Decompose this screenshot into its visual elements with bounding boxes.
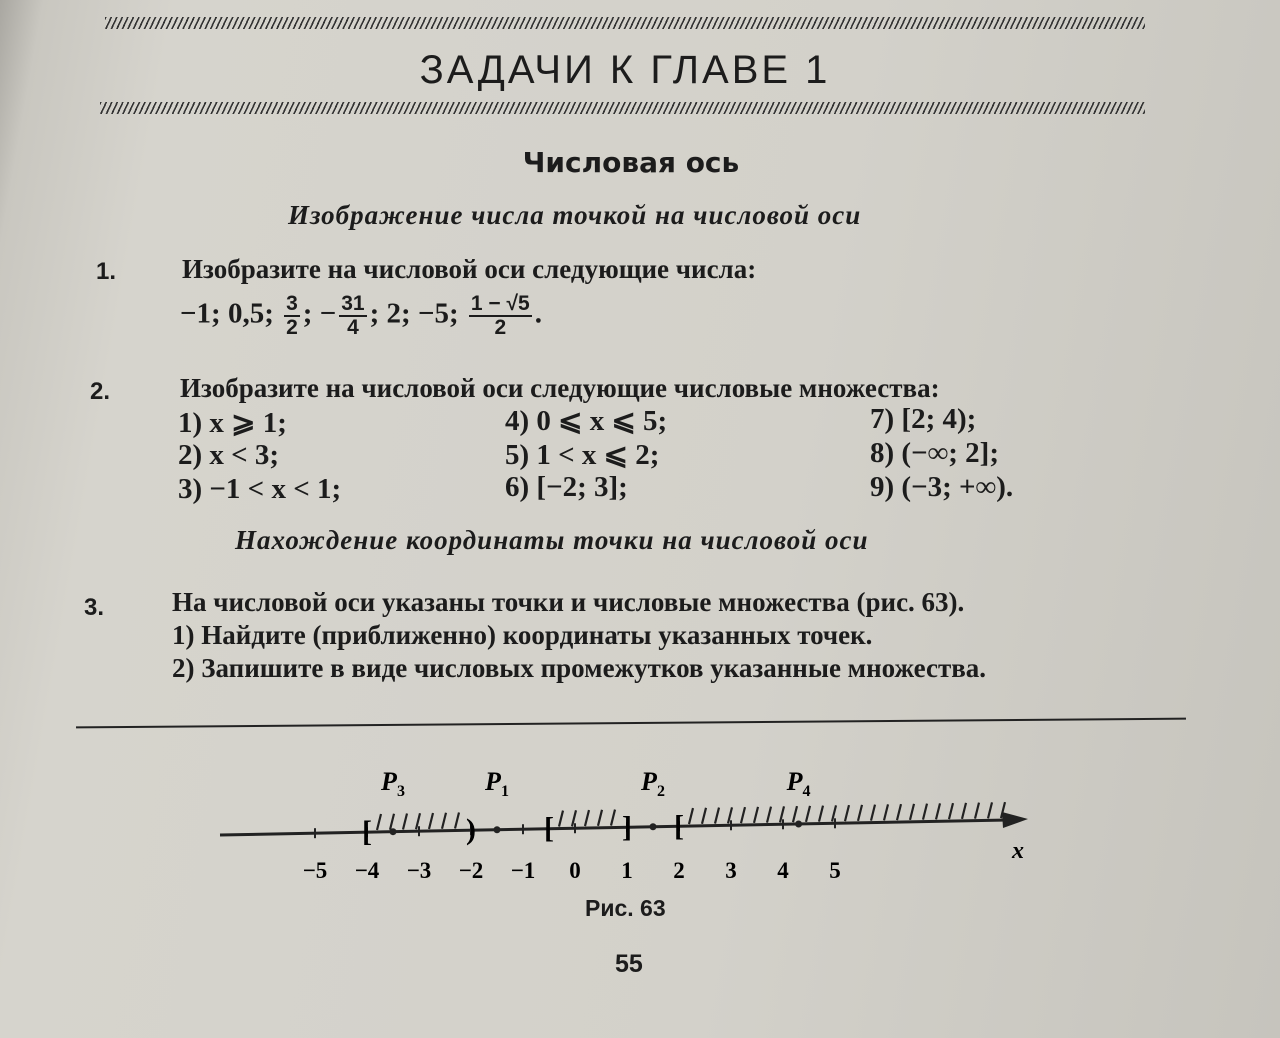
set-item-5: 5) 1 < x ⩽ 2; [505, 439, 660, 471]
hatch-stroke [806, 806, 810, 822]
number-a: −1; [180, 297, 221, 330]
page-number: 55 [615, 950, 643, 978]
point-dot [494, 826, 501, 833]
interval-bracket: ] [622, 810, 632, 844]
tick-label: −1 [510, 858, 536, 883]
task-3-text: На числовой оси указаны точки и числовые множества (рис. 63). [172, 587, 965, 617]
set-item-2: 2) x < 3; [178, 439, 280, 471]
point-label: $P_1$ [485, 767, 509, 800]
set-item-4: 4) 0 ⩽ x ⩽ 5; [505, 405, 668, 437]
hatch-stroke [988, 802, 992, 818]
hatch-stroke [611, 810, 615, 826]
subsection-title-1: Изображение числа точкой на числовой оси [288, 200, 862, 230]
set-item-8: 8) (−∞; 2]; [870, 437, 999, 469]
interval-bracket: [ [674, 809, 684, 843]
fraction-d: $\frac{31}{4}$ [341, 292, 365, 339]
hatch-stroke [429, 813, 433, 829]
number-b: 0,5; [227, 297, 274, 330]
hatch-stroke [858, 805, 862, 821]
interval-bracket: ) [466, 813, 476, 847]
task-1-text: Изобразите на числовой оси следующие числа: [182, 254, 757, 284]
figure-caption: Рис. 63 [585, 895, 666, 921]
axis-label-x: x [1012, 838, 1024, 864]
point-dot [795, 820, 802, 827]
interval-bracket: [ [544, 811, 554, 845]
point-label: $P_2$ [641, 767, 665, 800]
chapter-title: ЗАДАЧИ К ГЛАВЕ 1 [419, 48, 831, 92]
axis-arrow [1002, 812, 1028, 828]
number-e: 2; [386, 297, 411, 330]
task-3-number: 3. [84, 594, 105, 621]
section-title: Числовая ось [522, 146, 740, 179]
tick-label: 1 [621, 858, 633, 883]
number-line-axis [220, 820, 1008, 835]
hatch-stroke [715, 808, 719, 824]
hatch-stroke [754, 807, 758, 823]
subsection-title-2: Нахождение координаты точки на числовой оси [235, 525, 869, 555]
tick-labels [303, 858, 841, 883]
hatch-stroke [793, 806, 797, 822]
hatch-stroke [455, 813, 459, 829]
hatch-stroke [962, 803, 966, 819]
number-f: −5; [417, 297, 459, 330]
set-item-9: 9) (−3; +∞). [870, 471, 1014, 503]
hatch-stroke [377, 814, 381, 830]
hatch-stroke [689, 808, 693, 824]
sign-d: − [319, 297, 337, 330]
hatch-stroke [975, 803, 979, 819]
hatch-stroke [390, 814, 394, 830]
hatch-stroke [910, 804, 914, 820]
point-label: $P_3$ [381, 767, 405, 800]
interval-bracket: [ [362, 815, 372, 849]
task-1-number: 1. [96, 258, 117, 285]
set-item-6: 6) [−2; 3]; [505, 471, 628, 503]
hatch-stroke [819, 806, 823, 822]
tick-label: −5 [302, 858, 328, 883]
hatch-stroke [702, 808, 706, 824]
point-label: $P_4$ [786, 767, 811, 800]
hatch-stroke [442, 813, 446, 829]
task-3-sub-2: 2) Запишите в виде числовых промежутков указанные множества. [172, 653, 987, 683]
tick-label: 5 [829, 858, 841, 883]
hatch-stroke [741, 807, 745, 823]
point-dot [650, 823, 657, 830]
task-2-text: Изобразите на числовой оси следующие числовые множества: [180, 373, 940, 403]
tick-label: −4 [354, 858, 380, 883]
hatch-stroke [767, 807, 771, 823]
hatch-stroke [403, 814, 407, 830]
task-3-sub-1: 1) Найдите (приближенно) координаты указанных точек. [172, 620, 873, 650]
hatch-stroke [845, 805, 849, 821]
tick-label: −2 [458, 858, 484, 883]
fraction-g: $\frac{1 - √5}{2}$ [470, 292, 530, 339]
tick-label: 3 [725, 858, 737, 883]
tick-label: 4 [777, 858, 789, 883]
task-1-numbers: −1; 0,5; $\frac{3}{2}$ ; − $\frac{31}{4}$ ; 2; −5; $\frac{1 - √5}{2}$ . [180, 292, 542, 339]
hatch-stroke [871, 805, 875, 821]
set-item-3: 3) −1 < x < 1; [178, 473, 342, 505]
hatch-stroke [936, 803, 940, 819]
point-dot [390, 828, 397, 835]
hatch-stroke [923, 804, 927, 820]
tick-label: −3 [406, 858, 432, 883]
hatch-stroke [585, 810, 589, 826]
set-item-7: 7) [2; 4); [870, 403, 977, 435]
hatch-stroke [598, 810, 602, 826]
hatch-stroke [884, 804, 888, 820]
set-hatching [362, 802, 1005, 848]
tick-label: 2 [673, 858, 685, 883]
fraction-c: $\frac{3}{2}$ [286, 292, 298, 339]
hatch-stroke [559, 811, 563, 827]
tick-label: 0 [569, 858, 581, 883]
task-2-number: 2. [90, 378, 111, 405]
hatch-stroke [949, 803, 953, 819]
hatch-stroke [897, 804, 901, 820]
set-item-1: 1) x ⩾ 1; [178, 407, 287, 439]
